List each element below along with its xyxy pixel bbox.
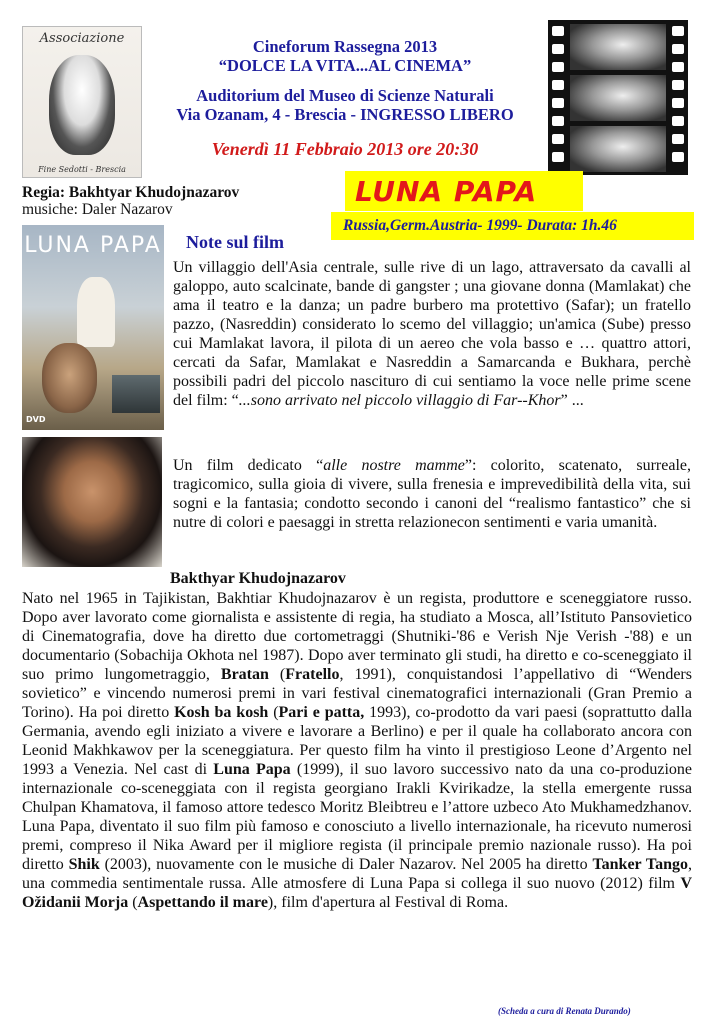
director-biography bbox=[22, 589, 692, 912]
dvd-logo: DVD bbox=[26, 415, 46, 424]
notes-p2-quote: alle nostre mamme bbox=[323, 457, 465, 474]
bio-film-bratan: Bratan bbox=[220, 666, 269, 683]
film-title-box bbox=[345, 171, 583, 211]
screening-date: Venerdì 11 Febbraio 2013 ore 20:30 bbox=[211, 139, 479, 159]
notes-paragraph-1 bbox=[173, 258, 691, 410]
bio-text: , 1991), conquistandosi l’appellativo di “Wenders sovietico” e vincendo numerosi premi in vari festival cinematografici internazionali (Gran Premio a Torino). Ha poi diretto bbox=[22, 666, 692, 721]
header-line-3: Auditorium del Museo di Scienze Naturali bbox=[196, 86, 494, 105]
header-line-1: Cineforum Rassegna 2013 bbox=[252, 37, 438, 56]
bio-text: ), film d'apertura al Festival di Roma. bbox=[267, 894, 509, 911]
header-block-2 bbox=[150, 86, 540, 124]
film-title: LUNA PAPA bbox=[355, 175, 538, 208]
notes-heading: Note sul film bbox=[186, 232, 284, 252]
notes-p2-end: ”: colorito, scatenato, surreale, tragicomico, sulla gioia di vivere, sulla frenesia e imprevedibilità della vita, sui sogni e la fantasia; condotto secondo i canoni del “realismo fantastico” che si nutre di colori e paesaggi in stretta relazionecon sentimenti e varia umanità. bbox=[173, 457, 692, 531]
director-credit: Regia: Bakhtyar Khudojnazarov bbox=[22, 184, 240, 201]
bio-text: ( bbox=[268, 666, 286, 683]
poster-dancer bbox=[77, 277, 115, 347]
music-credit: musiche: Daler Nazarov bbox=[22, 201, 173, 218]
poster-plane bbox=[112, 375, 160, 413]
film-info-box bbox=[331, 212, 694, 240]
poster-face bbox=[42, 343, 97, 413]
bio-film-aspettando-il-mare: Aspettando il mare bbox=[137, 894, 268, 911]
bio-film-kosh-ba-kosh: Kosh ba kosh bbox=[174, 704, 269, 721]
film-info: Russia,Germ.Austria- 1999- Durata: 1h.46 bbox=[343, 217, 617, 234]
header-line-4: Via Ozanam, 4 - Brescia - INGRESSO LIBERO bbox=[176, 105, 514, 124]
bio-film-shik: Shik bbox=[68, 856, 100, 873]
notes-p1-text: Un villaggio dell'Asia centrale, sulle rive di un lago, attraversato da cavalli al galoppo, auto scalcinate, bande di gangster ; una giovane donna (Mamlakat) che ama il teatro e la danza; un padre burbero ma protettivo (Safar); un fratello pazzo, (Nasreddin) considerato lo scemo del villaggio; un'amica (Sube) presso cui Mamlakat lavora, il pilota di un aereo che vola basso e … quattro attori, cercati da Safar, Mamlakat e Nasreddin a Samarcanda e Bukhara, perchè possibili padri del piccolo nascituro di cui sentiamo la voce nelle prime scene del film: “ bbox=[173, 259, 691, 409]
bio-text: ( bbox=[128, 894, 138, 911]
association-logo bbox=[22, 26, 142, 178]
notes-paragraph-2 bbox=[173, 456, 691, 532]
bio-text: (2003), nuovamente con le musiche di Daler Nazarov. Nel 2005 ha diretto bbox=[99, 856, 593, 873]
bio-film-pari-e-patta: Pari e patta, bbox=[278, 704, 365, 721]
logo-bottom-text: Fine Sedotti - Brescia bbox=[38, 165, 126, 174]
logo-portrait bbox=[49, 55, 115, 155]
bio-text: , una commedia sentimentale russa. Alle atmosfere di Luna Papa si collega il suo nuovo (2012) film bbox=[22, 856, 693, 892]
logo-top-text: Associazione bbox=[39, 31, 125, 46]
director-heading: Bakthyar Khudojnazarov bbox=[170, 570, 346, 587]
notes-p1-end: ” ... bbox=[560, 392, 584, 409]
bio-text: 1993), co-prodotto da vari paesi (soprattutto dalla Germania, avendo egli iniziato a vivere e lavorare a Berlino) e per il quale ha collaborato ancora con Leonid Makhkawov per la sceneggiatura. Per questo film ha vinto il prestigioso Leone d’Argento nel 1993 a Venezia. Nel cast di bbox=[22, 704, 693, 778]
poster-title: LUNA PAPA bbox=[24, 233, 162, 258]
notes-p1-quote: ...sono arrivato nel piccolo villaggio di Far--Khor bbox=[238, 392, 561, 409]
credit-note: (Scheda a cura di Renata Durando) bbox=[498, 1006, 631, 1016]
bio-film-v-ozidanii-morja: V Ožidanii Morja bbox=[22, 875, 692, 911]
bio-text: Nato nel 1965 in Tajikistan, Bakhtiar Khudojnazarov è un regista, produttore e sceneggiatore russo. Dopo aver lavorato come giornalista e assistente di regia, ha studiato a Mosca, all’Istituto Pansovietico di Cinematografia, dove ha diretto due cortometraggi (Shutniki-'86 e Verish Nje Verish -'88) e un documentario (Sobachija Okhota nel 1987). Dopo aver terminato gli studi, ha diretto e co-sceneggiato il suo primo lungometraggio, bbox=[22, 590, 692, 683]
notes-p2-start: Un film dedicato “ bbox=[173, 457, 324, 474]
bio-film-tanker-tango: Tanker Tango bbox=[592, 856, 689, 873]
film-poster-image bbox=[22, 225, 164, 430]
director-photo bbox=[22, 437, 162, 567]
bio-film-fratello: Fratello bbox=[285, 666, 340, 683]
bio-film-luna-papa: Luna Papa bbox=[213, 761, 291, 778]
bio-text: ( bbox=[268, 704, 279, 721]
header-block-1 bbox=[150, 37, 540, 75]
film-strip-image bbox=[548, 20, 688, 175]
bio-text: (1999), il suo lavoro successivo nato da una co-produzione internazionale co-sceneggiata con il regista georgiano Irakli Kvirikadze, la stella emergente russa Chulpan Khamatova, il famoso attore tedesco Moritz Bleibtreu e l’attore uzbeco Ato Mukhamedzhanov. Luna Papa, diventato il suo film più famoso e conosciuto a livello internazionale, ha ricevuto numerosi premi, compreso il Nika Award per il migliore regista (il principale premio nazionale russo). Ha poi diretto bbox=[22, 761, 692, 873]
header-line-2: “DOLCE LA VITA...AL CINEMA” bbox=[218, 56, 472, 75]
